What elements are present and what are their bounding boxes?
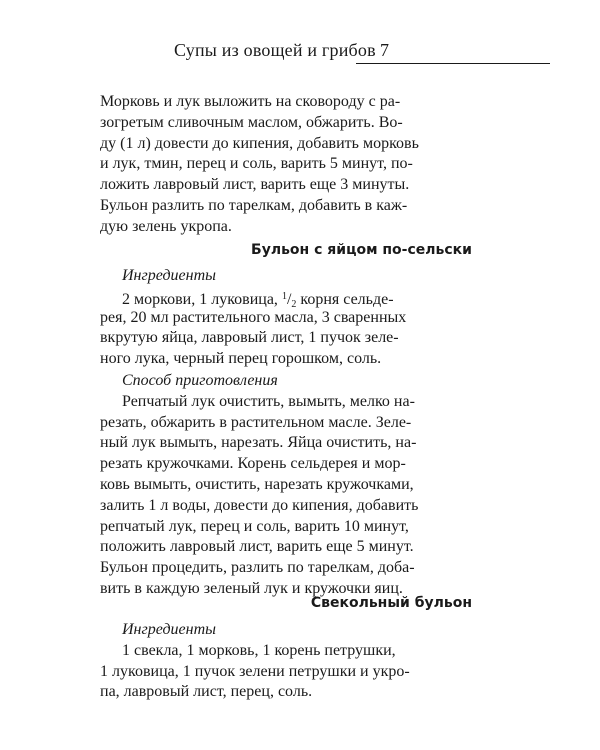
- text-line: 1 свекла, 1 морковь, 1 корень петрушки,: [122, 641, 396, 659]
- recipe1-method: [100, 371, 475, 600]
- text-line: резать, обжарить в растительном масле. Зеле-: [100, 413, 412, 431]
- text-line: и лук, тмин, перец и соль, варить 5 минут, по-: [100, 155, 413, 173]
- fraction-denominator: 2: [291, 298, 297, 310]
- text-line: вить в каждую зеленый лук и кружочки яиц.: [100, 579, 403, 597]
- recipe-title: Бульон с яйцом по-сельски: [251, 242, 472, 258]
- fraction-numerator: 1: [281, 290, 287, 302]
- ingredients-text: 2 моркови, 1 луковица,: [122, 290, 278, 308]
- text-line: положить лавровый лист, варить еще 5 минут.: [100, 538, 414, 556]
- text-line: ного лука, черный перец горошком, соль.: [100, 350, 382, 368]
- text-line: зогретым сливочным маслом, обжарить. Во-: [100, 113, 403, 131]
- running-head: [0, 38, 600, 68]
- ingredients-text: корня сельде-: [300, 290, 394, 308]
- text-line: Морковь и лук выложить на сковороду с ра-: [100, 93, 401, 110]
- text-line: Репчатый лук очистить, вымыть, мелко на-: [122, 392, 415, 410]
- running-head-title: Супы из овощей и грибов: [174, 40, 376, 60]
- text-line: ковь вымыть, очистить, нарезать кружочками,: [100, 475, 414, 493]
- page-number: 7: [380, 40, 389, 60]
- text-line: Бульон процедить, разлить по тарелкам, доба-: [100, 559, 415, 577]
- intro-paragraph: [100, 92, 475, 238]
- text-line: па, лавровый лист, перец, соль.: [100, 683, 313, 701]
- text-line: 1 луковица, 1 пучок зелени петрушки и укро-: [100, 662, 410, 680]
- text-line: вкрутую яйца, лавровый лист, 1 пучок зеле-: [100, 329, 399, 347]
- running-head-rule: [356, 63, 550, 64]
- text-line: ный лук вымыть, нарезать. Яйца очистить, на-: [100, 434, 417, 452]
- text-line: дую зелень укропа.: [100, 217, 232, 235]
- recipe2-ingredients: [100, 620, 475, 703]
- ingredients-label: Ингредиенты: [122, 621, 216, 638]
- method-label: Способ приготовления: [122, 372, 278, 389]
- text-line: репчатый лук, перец и соль, варить 10 минут,: [100, 517, 409, 535]
- text-line: [100, 287, 475, 308]
- text-line: резать кружочками. Корень сельдерея и мор-: [100, 455, 406, 473]
- text-line: Бульон разлить по тарелкам, добавить в каж-: [100, 196, 408, 214]
- ingredients-label: Ингредиенты: [122, 267, 216, 284]
- text-line: ложить лавровый лист, варить еще 3 минуты.: [100, 176, 410, 194]
- text-line: ду (1 л) довести до кипения, добавить морковь: [100, 134, 419, 152]
- fraction: $^1/_2$: [281, 290, 297, 310]
- text-line: залить 1 л воды, довести до кипения, добавить: [100, 496, 419, 514]
- recipe1-ingredients: [100, 266, 475, 370]
- text-line: рея, 20 мл растительного масла, 3 сваренных: [100, 308, 407, 326]
- recipe-title: Свекольный бульон: [310, 595, 472, 611]
